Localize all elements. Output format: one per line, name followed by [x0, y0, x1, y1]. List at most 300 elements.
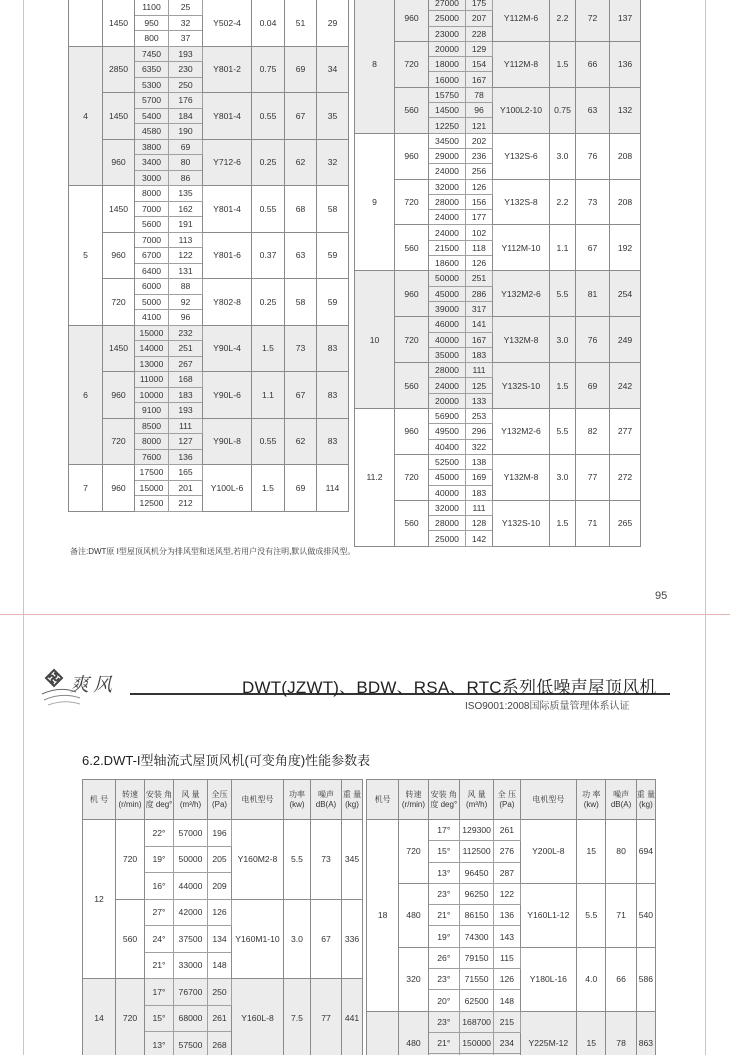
- angle-cell: 15°: [145, 1005, 174, 1032]
- power-cell: 1.5: [252, 325, 285, 372]
- table-row: [355, 271, 641, 286]
- motor-model-cell: Y90L-4: [203, 325, 252, 372]
- airflow-cell: 15750: [429, 87, 466, 102]
- pressure-cell: 276: [494, 841, 520, 862]
- weight-cell: 34: [317, 46, 349, 93]
- power-cell: 5.5: [550, 271, 576, 317]
- noise-cell: 67: [311, 899, 342, 979]
- pressure-cell: 207: [466, 11, 493, 26]
- fan-number-cell: [367, 1011, 399, 1055]
- noise-cell: 62: [285, 418, 317, 465]
- pressure-cell: 125: [466, 378, 493, 393]
- motor-model-cell: Y180L-16: [520, 947, 577, 1011]
- speed-cell: 960: [395, 133, 429, 179]
- weight-cell: 586: [636, 947, 655, 1011]
- motor-model-cell: Y132S-10: [493, 500, 550, 546]
- pressure-cell: 286: [466, 286, 493, 301]
- pressure-cell: 78: [466, 87, 493, 102]
- airflow-cell: 23000: [429, 26, 466, 41]
- noise-cell: 81: [576, 271, 610, 317]
- weight-cell: 83: [317, 418, 349, 465]
- airflow-cell: 14500: [429, 103, 466, 118]
- noise-cell: 67: [285, 372, 317, 419]
- fan-number-cell: 12: [83, 820, 116, 979]
- pressure-cell: 148: [494, 990, 520, 1011]
- motor-model-cell: Y132M2-6: [493, 271, 550, 317]
- airflow-cell: 68000: [174, 1005, 208, 1032]
- power-cell: 5.5: [577, 883, 606, 947]
- speed-cell: 720: [395, 179, 429, 225]
- airflow-cell: 15000: [135, 325, 169, 341]
- airflow-cell: 32000: [429, 500, 466, 515]
- speed-cell: 560: [395, 87, 429, 133]
- weight-cell: 441: [342, 979, 363, 1055]
- angle-cell: 16°: [145, 873, 174, 900]
- page-border-left: [23, 615, 24, 1055]
- power-cell: 0.75: [252, 46, 285, 93]
- airflow-cell: 24000: [429, 210, 466, 225]
- fan-number-cell: 14: [83, 979, 116, 1055]
- table-row: [367, 947, 656, 968]
- airflow-cell: 45000: [429, 286, 466, 301]
- airflow-cell: 96450: [459, 862, 493, 883]
- angle-cell: 17°: [428, 820, 459, 841]
- airflow-cell: 18000: [429, 57, 466, 72]
- speed-cell: 960: [103, 465, 135, 512]
- pressure-cell: 165: [169, 465, 203, 481]
- performance-table-top-right: [354, 0, 641, 547]
- power-cell: 0.25: [252, 279, 285, 326]
- table-row: [355, 179, 641, 194]
- airflow-cell: 37500: [174, 926, 208, 953]
- table-row: [69, 186, 349, 202]
- airflow-cell: 21500: [429, 240, 466, 255]
- noise-cell: 58: [285, 279, 317, 326]
- pressure-cell: 118: [466, 240, 493, 255]
- pressure-cell: 154: [466, 57, 493, 72]
- motor-model-cell: Y132M-8: [493, 454, 550, 500]
- motor-model-cell: Y802-8: [203, 279, 252, 326]
- airflow-cell: 7600: [135, 449, 169, 465]
- airflow-cell: 4580: [135, 124, 169, 140]
- airflow-cell: 5400: [135, 108, 169, 124]
- table-row: [69, 46, 349, 62]
- pressure-cell: 113: [169, 232, 203, 248]
- airflow-cell: 24000: [429, 225, 466, 240]
- airflow-cell: 52500: [429, 454, 466, 469]
- pressure-cell: 167: [466, 332, 493, 347]
- pressure-cell: 162: [169, 201, 203, 217]
- logo-text: 爽风: [70, 674, 117, 696]
- pressure-cell: 250: [208, 979, 232, 1006]
- speed-cell: 960: [395, 271, 429, 317]
- motor-model-cell: Y801-4: [203, 93, 252, 140]
- pressure-cell: 129: [466, 41, 493, 56]
- speed-cell: 720: [116, 820, 145, 900]
- pressure-cell: 136: [169, 449, 203, 465]
- pressure-cell: 201: [169, 480, 203, 496]
- power-cell: 3.0: [550, 317, 576, 363]
- airflow-cell: 76700: [174, 979, 208, 1006]
- weight-cell: 254: [610, 271, 641, 317]
- airflow-cell: 20000: [429, 41, 466, 56]
- airflow-cell: 12500: [135, 496, 169, 512]
- speed-cell: 960: [395, 0, 429, 41]
- pressure-cell: 69: [169, 139, 203, 155]
- motor-model-cell: Y160L1-12: [520, 883, 577, 947]
- pressure-cell: 102: [466, 225, 493, 240]
- table-row: [355, 454, 641, 469]
- power-cell: 2.2: [550, 0, 576, 41]
- speed-cell: 960: [103, 139, 135, 186]
- airflow-cell: 6400: [135, 263, 169, 279]
- power-cell: 15: [577, 820, 606, 884]
- pressure-cell: 25: [169, 0, 203, 15]
- airflow-cell: 129300: [459, 820, 493, 841]
- table-note: 备注:DWT原 I型屋顶风机分为排风型和送风型,若用户没有注明,默认做成排风型。: [70, 547, 356, 556]
- pressure-cell: 209: [208, 873, 232, 900]
- airflow-cell: 10000: [135, 387, 169, 403]
- fan-number-cell: 5: [69, 186, 103, 326]
- table-row: [83, 899, 363, 926]
- airflow-cell: 25000: [429, 531, 466, 546]
- weight-cell: 277: [610, 409, 641, 455]
- power-cell: 0.55: [252, 93, 285, 140]
- motor-model-cell: Y160M1-10: [232, 899, 284, 979]
- performance-table-bottom-right: [366, 779, 656, 1055]
- airflow-cell: 49500: [429, 424, 466, 439]
- column-header-power: 功 率 (kw): [577, 780, 606, 820]
- power-cell: 5.5: [550, 409, 576, 455]
- fan-number-cell: 9: [355, 133, 395, 271]
- motor-model-cell: Y112M-8: [493, 41, 550, 87]
- airflow-cell: 6700: [135, 248, 169, 264]
- pressure-cell: 142: [466, 531, 493, 546]
- airflow-cell: 7000: [135, 201, 169, 217]
- pressure-cell: 183: [169, 387, 203, 403]
- page-divider: [0, 614, 730, 615]
- table-row: [355, 133, 641, 148]
- airflow-cell: 3000: [135, 170, 169, 186]
- column-header-power: 功率 (kw): [284, 780, 311, 820]
- table-row: [69, 232, 349, 248]
- pressure-cell: 193: [169, 46, 203, 62]
- airflow-cell: 3400: [135, 155, 169, 171]
- speed-cell: 480: [399, 1011, 428, 1055]
- pressure-cell: 127: [169, 434, 203, 450]
- page-border-left: [23, 0, 24, 615]
- speed-cell: 560: [116, 899, 145, 979]
- pressure-cell: 121: [466, 118, 493, 133]
- fan-number-cell: 18: [367, 820, 399, 1012]
- weight-cell: 345: [342, 820, 363, 900]
- pressure-cell: 115: [494, 947, 520, 968]
- column-header-speed: 转速 (r/min): [399, 780, 428, 820]
- column-header-fan-no: 机 号: [83, 780, 116, 820]
- noise-cell: 67: [285, 93, 317, 140]
- pressure-cell: 143: [494, 926, 520, 947]
- speed-cell: 2850: [103, 46, 135, 93]
- airflow-cell: 40400: [429, 439, 466, 454]
- noise-cell: 82: [576, 409, 610, 455]
- weight-cell: 242: [610, 363, 641, 409]
- weight-cell: 540: [636, 883, 655, 947]
- motor-model-cell: Y112M-10: [493, 225, 550, 271]
- table-row: [69, 139, 349, 155]
- pressure-cell: 168: [169, 372, 203, 388]
- column-header-noise: 噪声 dB(A): [311, 780, 342, 820]
- pressure-cell: 190: [169, 124, 203, 140]
- pressure-cell: 234: [494, 1032, 520, 1053]
- weight-cell: 59: [317, 232, 349, 279]
- noise-cell: 69: [285, 465, 317, 512]
- airflow-cell: 45000: [429, 470, 466, 485]
- pressure-cell: 136: [494, 905, 520, 926]
- pressure-cell: 92: [169, 294, 203, 310]
- table-row: [367, 820, 656, 841]
- motor-model-cell: Y132S-10: [493, 363, 550, 409]
- motor-model-cell: Y100L-6: [203, 465, 252, 512]
- pressure-cell: 205: [208, 846, 232, 873]
- pressure-cell: 296: [466, 424, 493, 439]
- weight-cell: 249: [610, 317, 641, 363]
- motor-model-cell: Y90L-6: [203, 372, 252, 419]
- table-row: [355, 87, 641, 102]
- airflow-cell: 42000: [174, 899, 208, 926]
- weight-cell: 83: [317, 372, 349, 419]
- table-row: [355, 500, 641, 515]
- power-cell: 0.55: [252, 186, 285, 233]
- speed-cell: 560: [395, 500, 429, 546]
- speed-cell: 320: [399, 947, 428, 1011]
- pressure-cell: 135: [169, 186, 203, 202]
- power-cell: 1.5: [550, 363, 576, 409]
- angle-cell: 22°: [145, 820, 174, 847]
- column-header-pressure: 全 压 (Pa): [494, 780, 520, 820]
- pressure-cell: 148: [208, 952, 232, 979]
- power-cell: 1.5: [550, 500, 576, 546]
- column-header-motor: 电机型号: [232, 780, 284, 820]
- noise-cell: 63: [285, 232, 317, 279]
- fan-number-cell: 11.2: [355, 409, 395, 547]
- airflow-cell: 29000: [429, 148, 466, 163]
- pressure-cell: 37: [169, 31, 203, 47]
- pressure-cell: 268: [208, 1032, 232, 1055]
- speed-cell: 720: [395, 317, 429, 363]
- noise-cell: 69: [285, 46, 317, 93]
- pressure-cell: 228: [466, 26, 493, 41]
- airflow-cell: 24000: [429, 378, 466, 393]
- angle-cell: 19°: [145, 846, 174, 873]
- table-row: [69, 372, 349, 388]
- airflow-cell: 7000: [135, 232, 169, 248]
- airflow-cell: 40000: [429, 332, 466, 347]
- power-cell: 3.0: [284, 899, 311, 979]
- column-header-flow: 风 量 (m³/h): [459, 780, 493, 820]
- speed-cell: 720: [103, 418, 135, 465]
- noise-cell: 73: [285, 325, 317, 372]
- pressure-cell: 169: [466, 470, 493, 485]
- power-cell: 0.37: [252, 232, 285, 279]
- speed-cell: 720: [103, 279, 135, 326]
- noise-cell: 73: [576, 179, 610, 225]
- noise-cell: 67: [576, 225, 610, 271]
- pressure-cell: 167: [466, 72, 493, 87]
- table-row: [355, 0, 641, 11]
- pressure-cell: 232: [169, 325, 203, 341]
- weight-cell: 58: [317, 186, 349, 233]
- airflow-cell: 1100: [135, 0, 169, 15]
- column-header-speed: 转速 (r/min): [116, 780, 145, 820]
- power-cell: 3.0: [550, 454, 576, 500]
- airflow-cell: 39000: [429, 301, 466, 316]
- airflow-cell: 950: [135, 15, 169, 31]
- airflow-cell: 6000: [135, 279, 169, 295]
- airflow-cell: 62500: [459, 990, 493, 1011]
- airflow-cell: 11000: [135, 372, 169, 388]
- pressure-cell: 236: [466, 148, 493, 163]
- airflow-cell: 5000: [135, 294, 169, 310]
- noise-cell: 63: [576, 87, 610, 133]
- table-header-row: [367, 780, 656, 820]
- pressure-cell: 126: [208, 899, 232, 926]
- pressure-cell: 261: [208, 1005, 232, 1032]
- column-header-flow: 风 量 (m³/h): [174, 780, 208, 820]
- pressure-cell: 251: [169, 341, 203, 357]
- column-header-angle: 安装 角度 deg°: [145, 780, 174, 820]
- pressure-cell: 176: [169, 93, 203, 109]
- airflow-cell: 5700: [135, 93, 169, 109]
- pressure-cell: 230: [169, 62, 203, 78]
- weight-cell: 208: [610, 133, 641, 179]
- angle-cell: 20°: [428, 990, 459, 1011]
- airflow-cell: 14000: [135, 341, 169, 357]
- motor-model-cell: Y160M2-8: [232, 820, 284, 900]
- airflow-cell: 57000: [174, 820, 208, 847]
- pressure-cell: 111: [466, 363, 493, 378]
- airflow-cell: 33000: [174, 952, 208, 979]
- pressure-cell: 122: [169, 248, 203, 264]
- weight-cell: 265: [610, 500, 641, 546]
- speed-cell: 720: [395, 41, 429, 87]
- airflow-cell: 40000: [429, 485, 466, 500]
- motor-model-cell: Y801-6: [203, 232, 252, 279]
- pressure-cell: 80: [169, 155, 203, 171]
- table-row: [69, 279, 349, 295]
- weight-cell: 192: [610, 225, 641, 271]
- power-cell: 1.1: [550, 225, 576, 271]
- motor-model-cell: Y112M-6: [493, 0, 550, 41]
- page-border-right: [705, 615, 706, 1055]
- table-row: [367, 1011, 656, 1032]
- airflow-cell: 24000: [429, 164, 466, 179]
- motor-model-cell: Y100L2-10: [493, 87, 550, 133]
- table-row: [69, 0, 349, 15]
- pressure-cell: 131: [169, 263, 203, 279]
- weight-cell: 863: [636, 1011, 655, 1055]
- noise-cell: 72: [576, 0, 610, 41]
- speed-cell: 960: [395, 409, 429, 455]
- airflow-cell: 7450: [135, 46, 169, 62]
- weight-cell: 29: [317, 0, 349, 46]
- airflow-cell: 28000: [429, 194, 466, 209]
- airflow-cell: 25000: [429, 11, 466, 26]
- pressure-cell: 267: [169, 356, 203, 372]
- table-row: [355, 317, 641, 332]
- pressure-cell: 183: [466, 485, 493, 500]
- page-number: 95: [655, 590, 668, 602]
- airflow-cell: 46000: [429, 317, 466, 332]
- power-cell: 0.55: [252, 418, 285, 465]
- angle-cell: 24°: [145, 926, 174, 953]
- motor-model-cell: Y160L-8: [232, 979, 284, 1055]
- airflow-cell: 27000: [429, 0, 466, 11]
- motor-model-cell: Y712-6: [203, 139, 252, 186]
- pressure-cell: 122: [494, 883, 520, 904]
- speed-cell: 720: [395, 454, 429, 500]
- motor-model-cell: Y801-4: [203, 186, 252, 233]
- speed-cell: 1450: [103, 186, 135, 233]
- pressure-cell: 261: [494, 820, 520, 841]
- noise-cell: 71: [606, 883, 636, 947]
- header-subtitle: ISO9001:2008国际质量管理体系认证: [465, 701, 630, 712]
- noise-cell: 78: [606, 1011, 636, 1055]
- pressure-cell: 126: [466, 256, 493, 271]
- airflow-cell: 6350: [135, 62, 169, 78]
- airflow-cell: 112500: [459, 841, 493, 862]
- table-header-row: [83, 780, 363, 820]
- performance-table-top-left: [68, 0, 349, 512]
- column-header-weight: 重 量 (kg): [636, 780, 655, 820]
- noise-cell: 76: [576, 133, 610, 179]
- pressure-cell: 287: [494, 862, 520, 883]
- table-row: [355, 363, 641, 378]
- pressure-cell: 183: [466, 347, 493, 362]
- speed-cell: 560: [395, 225, 429, 271]
- angle-cell: 13°: [145, 1032, 174, 1055]
- performance-table-bottom-left: [82, 779, 363, 1055]
- column-header-fan-no: 机号: [367, 780, 399, 820]
- airflow-cell: 50000: [174, 846, 208, 873]
- pressure-cell: 202: [466, 133, 493, 148]
- pressure-cell: 126: [466, 179, 493, 194]
- power-cell: 0.75: [550, 87, 576, 133]
- angle-cell: 19°: [428, 926, 459, 947]
- angle-cell: 23°: [428, 1011, 459, 1032]
- pressure-cell: 86: [169, 170, 203, 186]
- pressure-cell: 212: [169, 496, 203, 512]
- pressure-cell: 322: [466, 439, 493, 454]
- airflow-cell: 168700: [459, 1011, 493, 1032]
- pressure-cell: 128: [466, 516, 493, 531]
- airflow-cell: 56900: [429, 409, 466, 424]
- noise-cell: 77: [576, 454, 610, 500]
- noise-cell: 69: [576, 363, 610, 409]
- motor-model-cell: Y801-2: [203, 46, 252, 93]
- speed-cell: 720: [116, 979, 145, 1055]
- table-row: [83, 979, 363, 1006]
- weight-cell: 132: [610, 87, 641, 133]
- pressure-cell: 96: [466, 103, 493, 118]
- angle-cell: 21°: [428, 905, 459, 926]
- angle-cell: 23°: [428, 883, 459, 904]
- airflow-cell: 28000: [429, 516, 466, 531]
- speed-cell: 1450: [103, 325, 135, 372]
- angle-cell: 15°: [428, 841, 459, 862]
- airflow-cell: 28000: [429, 363, 466, 378]
- weight-cell: 59: [317, 279, 349, 326]
- motor-model-cell: Y225M-12: [520, 1011, 577, 1055]
